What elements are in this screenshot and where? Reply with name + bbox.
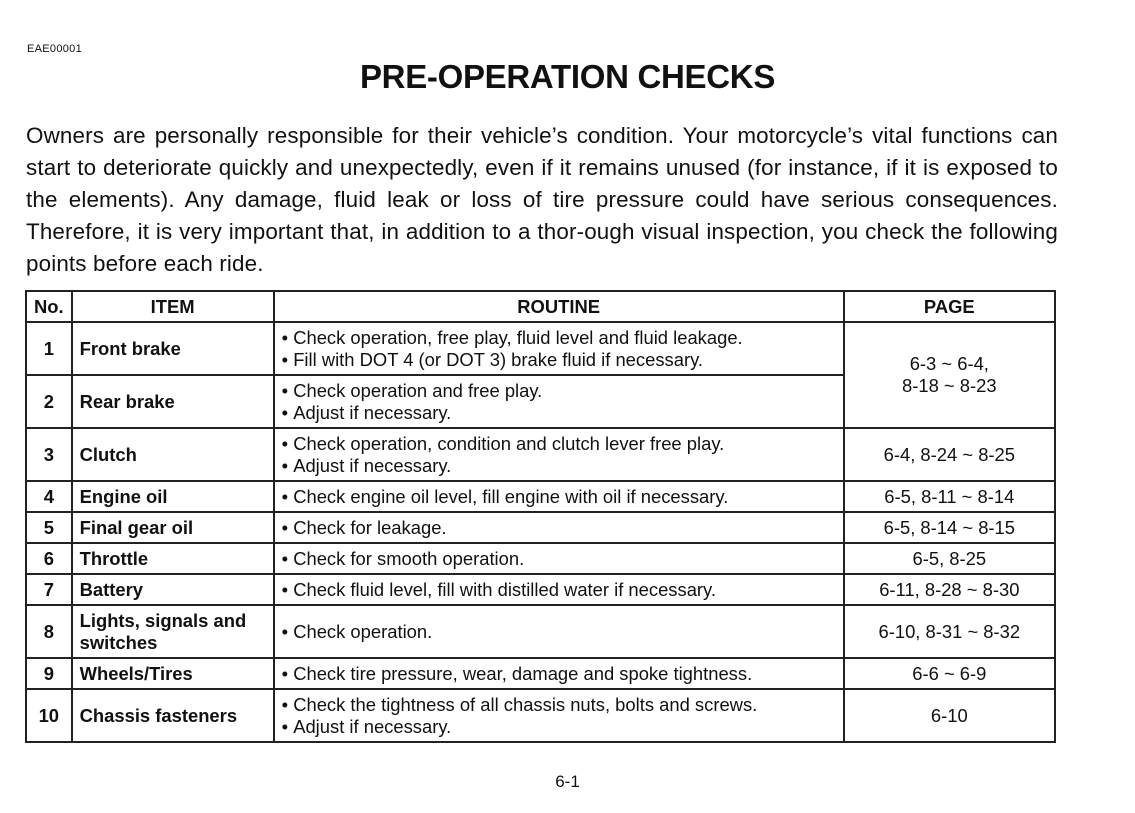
row-item: Throttle	[72, 543, 274, 574]
routine-step: • Check operation and free play.	[282, 380, 836, 402]
routine-step: • Check engine oil level, fill engine with oil if necessary.	[282, 486, 836, 508]
row-page: 6-10, 8-31 ~ 8-32	[844, 605, 1055, 658]
row-routine	[274, 543, 844, 574]
table-row	[26, 605, 1055, 658]
routine-step: • Adjust if necessary.	[282, 716, 836, 738]
row-routine	[274, 322, 844, 375]
row-number: 9	[26, 658, 72, 689]
table-body	[26, 322, 1055, 742]
row-item: Lights, signals and switches	[72, 605, 274, 658]
row-number: 7	[26, 574, 72, 605]
header-no: No.	[26, 291, 72, 322]
row-number: 4	[26, 481, 72, 512]
row-item: Chassis fasteners	[72, 689, 274, 742]
row-item: Front brake	[72, 322, 274, 375]
row-number: 3	[26, 428, 72, 481]
row-page: 6-4, 8-24 ~ 8-25	[844, 428, 1055, 481]
routine-step: • Check operation.	[282, 621, 836, 643]
row-routine	[274, 689, 844, 742]
routine-step: • Check for smooth operation.	[282, 548, 836, 570]
row-item: Engine oil	[72, 481, 274, 512]
page-number: 6-1	[555, 772, 580, 791]
routine-step: • Adjust if necessary.	[282, 402, 836, 424]
header-item: ITEM	[72, 291, 274, 322]
row-routine	[274, 428, 844, 481]
row-page: 6-5, 8-14 ~ 8-15	[844, 512, 1055, 543]
table-row	[26, 689, 1055, 742]
routine-list	[282, 327, 836, 371]
routine-list	[282, 433, 836, 477]
routine-list	[282, 621, 836, 643]
routine-list	[282, 663, 836, 685]
row-page: 6-11, 8-28 ~ 8-30	[844, 574, 1055, 605]
row-item: Clutch	[72, 428, 274, 481]
row-routine	[274, 574, 844, 605]
row-routine	[274, 375, 844, 428]
table-row	[26, 574, 1055, 605]
row-number: 10	[26, 689, 72, 742]
routine-list	[282, 694, 836, 738]
table-row	[26, 543, 1055, 574]
routine-step: • Check the tightness of all chassis nuts, bolts and screws.	[282, 694, 836, 716]
header-routine: ROUTINE	[274, 291, 844, 322]
page-title: PRE-OPERATION CHECKS	[359, 58, 776, 95]
row-item: Wheels/Tires	[72, 658, 274, 689]
routine-step: • Fill with DOT 4 (or DOT 3) brake fluid if necessary.	[282, 349, 836, 371]
row-number: 8	[26, 605, 72, 658]
row-page: 6-5, 8-25	[844, 543, 1055, 574]
routine-step: • Check tire pressure, wear, damage and spoke tightness.	[282, 663, 836, 685]
row-page: 6-3 ~ 6-4, 8-18 ~ 8-23	[844, 322, 1055, 428]
routine-step: • Check operation, condition and clutch lever free play.	[282, 433, 836, 455]
table-row	[26, 428, 1055, 481]
row-number: 5	[26, 512, 72, 543]
header-page: PAGE	[844, 291, 1055, 322]
document-code: EAE00001	[27, 43, 82, 55]
row-item: Final gear oil	[72, 512, 274, 543]
row-item: Rear brake	[72, 375, 274, 428]
row-page: 6-10	[844, 689, 1055, 742]
row-number: 2	[26, 375, 72, 428]
row-routine	[274, 605, 844, 658]
routine-list	[282, 380, 836, 424]
routine-step: • Check operation, free play, fluid level and fluid leakage.	[282, 327, 836, 349]
row-page: 6-6 ~ 6-9	[844, 658, 1055, 689]
routine-list	[282, 548, 836, 570]
row-page: 6-5, 8-11 ~ 8-14	[844, 481, 1055, 512]
table-row	[26, 322, 1055, 375]
row-routine	[274, 512, 844, 543]
routine-list	[282, 579, 836, 601]
routine-list	[282, 486, 836, 508]
routine-step: • Check for leakage.	[282, 517, 836, 539]
row-number: 1	[26, 322, 72, 375]
pre-operation-checks-table	[25, 290, 1056, 743]
row-number: 6	[26, 543, 72, 574]
row-item: Battery	[72, 574, 274, 605]
table-header-row	[26, 291, 1055, 322]
table-row	[26, 512, 1055, 543]
table-row	[26, 658, 1055, 689]
intro-paragraph: Owners are personally responsible for their vehicle’s condition. Your motorcycle’s vital functions can start to deteriorate quickly and unexpectedly, even if it remains unused (for instance, if it is exposed to the elements). Any damage, fluid leak or loss of tire pressure could have serious consequences. Therefore, it is very important that, in addition to a thor-ough visual inspection, you check the following points before each ride.	[26, 123, 1058, 276]
table-row	[26, 481, 1055, 512]
routine-step: • Check fluid level, fill with distilled water if necessary.	[282, 579, 836, 601]
row-routine	[274, 481, 844, 512]
routine-step: • Adjust if necessary.	[282, 455, 836, 477]
row-routine	[274, 658, 844, 689]
routine-list	[282, 517, 836, 539]
